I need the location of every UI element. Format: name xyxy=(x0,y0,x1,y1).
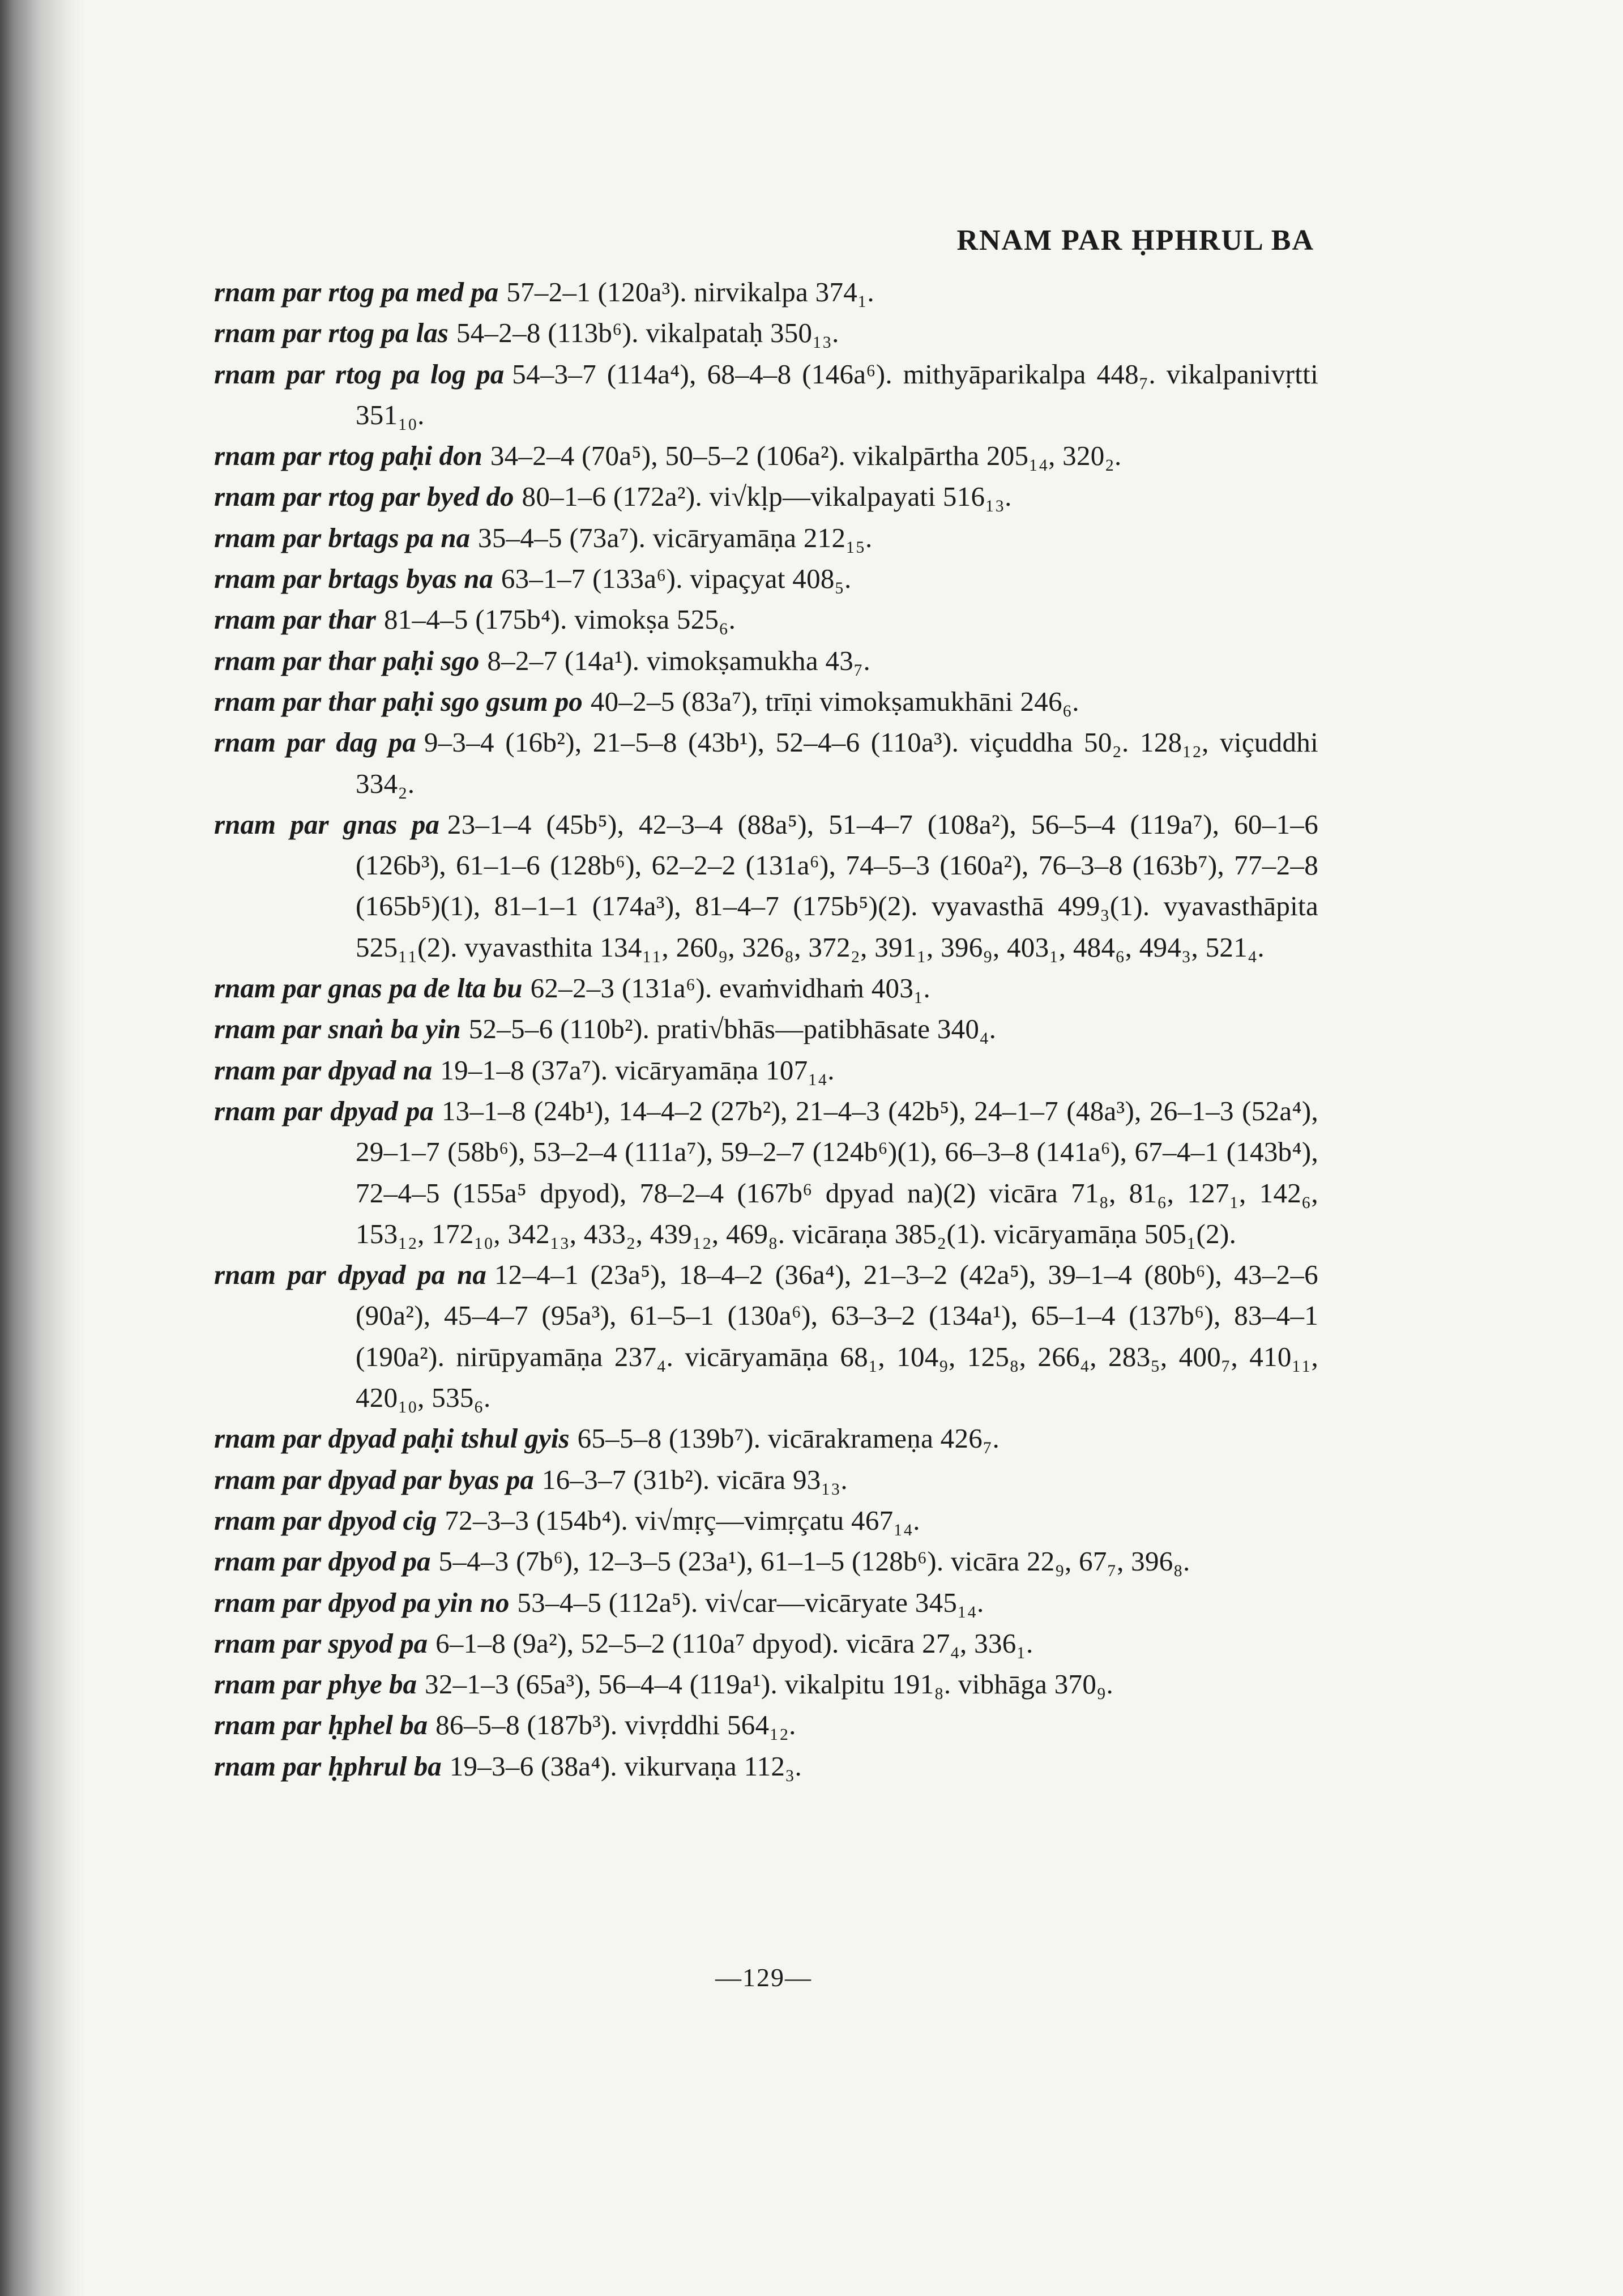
entry xyxy=(214,518,1318,558)
entry-body: 6–1–8 (9a²), 52–5–2 (110a⁷ dpyod). vicāra 27₄, 336₁. xyxy=(435,1627,1033,1659)
dictionary-entries xyxy=(214,272,1318,1787)
entry-body: 54–3–7 (114a⁴), 68–4–8 (146a⁶). mithyāparikalpa 448₇. vikalpanivṛtti 351₁₀. xyxy=(356,358,1318,430)
entry-body: 34–2–4 (70a⁵), 50–5–2 (106a²). vikalpārtha 205₁₄, 320₂. xyxy=(490,440,1122,472)
entry xyxy=(214,1705,1318,1746)
entry xyxy=(214,641,1318,681)
entry-body: 80–1–6 (172a²). vi√kḷp—vikalpayati 516₁₃. xyxy=(522,481,1012,513)
entry-headword: rnam par dpyad pa na xyxy=(214,1259,486,1291)
entry-body: 5–4–3 (7b⁶), 12–3–5 (23a¹), 61–1–5 (128b⁶). vicāra 22₉, 67₇, 396₈. xyxy=(438,1546,1190,1577)
entry-body: 52–5–6 (110b²). prati√bhās—patibhāsate 340₄. xyxy=(468,1013,997,1045)
entry-headword: rnam par gnas pa xyxy=(214,808,439,840)
entry xyxy=(214,1091,1318,1254)
entry-body: 62–2–3 (131a⁶). evaṁvidhaṁ 403₁. xyxy=(530,972,931,1004)
entry-headword: rnam par phye ba xyxy=(214,1668,417,1700)
entry-body: 19–3–6 (38a⁴). vikurvaṇa 112₃. xyxy=(449,1750,802,1782)
running-head: RNAM PAR ḤPHRUL BA xyxy=(956,224,1314,257)
entry xyxy=(214,354,1318,436)
entry-headword: rnam par dpyod pa xyxy=(214,1546,431,1577)
entry-body: 16–3–7 (31b²). vicāra 93₁₃. xyxy=(541,1463,848,1495)
entry xyxy=(214,1500,1318,1541)
entry-body: 13–1–8 (24b¹), 14–4–2 (27b²), 21–4–3 (42b⁵), 24–1–7 (48a³), 26–1–3 (52a⁴), 29–1–7 (58b⁶), 53–2–4 (111a⁷), 59–2–7 (124b⁶)(1), 66–3–8 (141a⁶), 67–4–1 (143b⁴), 72–4–5 (155a⁵ dpyod), 78–2–4 (167b⁶ dpyad na)(2) vicāra 71₈, 81₆, 127₁, 142₆, 153₁₂, 172₁₀, 342₁₃, 433₂, 439₁₂, 469₈. vicāraṇa 385₂(1). vicāryamāṇa 505₁(2). xyxy=(356,1095,1318,1249)
entry-body: 57–2–1 (120a³). nirvikalpa 374₁. xyxy=(506,276,874,308)
entry-body: 81–4–5 (175b⁴). vimokṣa 525₆. xyxy=(383,604,736,635)
entry-headword: rnam par rtog paḥi don xyxy=(214,440,482,472)
entry xyxy=(214,1418,1318,1459)
entry-body: 40–2–5 (83a⁷), trīṇi vimokṣamukhāni 246₆. xyxy=(590,685,1079,717)
entry xyxy=(214,681,1318,722)
entry-body: 63–1–7 (133a⁶). vipaçyat 408₅. xyxy=(501,563,852,595)
entry xyxy=(214,1746,1318,1787)
binding-shadow xyxy=(0,0,85,2296)
entry xyxy=(214,1582,1318,1623)
entry-headword: rnam par gnas pa de lta bu xyxy=(214,972,523,1004)
page-number: —129— xyxy=(715,1963,812,1992)
entry xyxy=(214,722,1318,804)
entry-body: 54–2–8 (113b⁶). vikalpataḥ 350₁₃. xyxy=(456,317,839,349)
entry-headword: rnam par dpyad na xyxy=(214,1054,433,1086)
entry-headword: rnam par rtog pa log pa xyxy=(214,358,505,390)
entry-headword: rnam par rtog par byed do xyxy=(214,481,514,513)
entry-headword: rnam par ḥphel ba xyxy=(214,1709,428,1741)
entry-headword: rnam par thar xyxy=(214,604,376,635)
entry xyxy=(214,313,1318,353)
entry-headword: rnam par snaṅ ba yin xyxy=(214,1013,461,1045)
entry-body: 32–1–3 (65a³), 56–4–4 (119a¹). vikalpitu 191₈. vibhāga 370₉. xyxy=(425,1668,1114,1700)
entry-headword: rnam par dpyad par byas pa xyxy=(214,1463,534,1495)
entry xyxy=(214,1009,1318,1049)
entry-body: 8–2–7 (14a¹). vimokṣamukha 43₇. xyxy=(487,645,870,676)
entry xyxy=(214,968,1318,1009)
entry xyxy=(214,1623,1318,1664)
entry xyxy=(214,804,1318,968)
entry xyxy=(214,476,1318,517)
entry xyxy=(214,1254,1318,1418)
entry-body: 86–5–8 (187b³). vivṛddhi 564₁₂. xyxy=(435,1709,796,1741)
entry-body: 65–5–8 (139b⁷). vicārakrameṇa 426₇. xyxy=(577,1423,1000,1454)
entry-body: 9–3–4 (16b²), 21–5–8 (43b¹), 52–4–6 (110a³). viçuddha 50₂. 128₁₂, viçuddhi 334₂. xyxy=(356,727,1318,799)
entry-headword: rnam par dpyad pa xyxy=(214,1095,434,1126)
entry-body: 72–3–3 (154b⁴). vi√mṛç—vimṛçatu 467₁₄. xyxy=(445,1504,920,1536)
entry-headword: rnam par rtog pa med pa xyxy=(214,276,499,308)
entry xyxy=(214,1541,1318,1582)
entry-headword: rnam par dpyod pa yin no xyxy=(214,1586,510,1618)
entry xyxy=(214,599,1318,640)
entry xyxy=(214,272,1318,313)
entry-headword: rnam par dpyod cig xyxy=(214,1504,437,1536)
entry xyxy=(214,436,1318,476)
entry-headword: rnam par dag pa xyxy=(214,727,416,758)
entry-body: 35–4–5 (73a⁷). vicāryamāṇa 212₁₅. xyxy=(478,522,873,553)
entry-headword: rnam par rtog pa las xyxy=(214,317,449,349)
entry-headword: rnam par brtags byas na xyxy=(214,563,493,595)
entry xyxy=(214,1664,1318,1705)
entry xyxy=(214,558,1318,599)
entry-headword: rnam par brtags pa na xyxy=(214,522,471,553)
entry-headword: rnam par thar paḥi sgo gsum po xyxy=(214,685,583,717)
entry-body: 23–1–4 (45b⁵), 42–3–4 (88a⁵), 51–4–7 (108a²), 56–5–4 (119a⁷), 60–1–6 (126b³), 61–1–6 (128b⁶), 62–2–2 (131a⁶), 74–5–3 (160a²), 76–3–8 (163b⁷), 77–2–8 (165b⁵)(1), 81–1–1 (174a³), 81–4–7 (175b⁵)(2). vyavasthā 499₃(1). vyavasthāpita 525₁₁(2). vyavasthita 134₁₁, 260₉, 326₈, 372₂, 391₁, 396₉, 403₁, 484₆, 494₃, 521₄. xyxy=(356,808,1318,963)
entry-body: 12–4–1 (23a⁵), 18–4–2 (36a⁴), 21–3–2 (42a⁵), 39–1–4 (80b⁶), 43–2–6 (90a²), 45–4–7 (95a³), 61–5–1 (130a⁶), 63–3–2 (134a¹), 65–1–4 (137b⁶), 83–4–1 (190a²). nirūpyamāṇa 237₄. vicāryamāṇa 68₁, 104₉, 125₈, 266₄, 283₅, 400₇, 410₁₁, 420₁₀, 535₆. xyxy=(356,1259,1318,1414)
entry-headword: rnam par thar paḥi sgo xyxy=(214,645,480,676)
entry-body: 19–1–8 (37a⁷). vicāryamāṇa 107₁₄. xyxy=(440,1054,835,1086)
entry xyxy=(214,1459,1318,1500)
entry-headword: rnam par dpyad paḥi tshul gyis xyxy=(214,1423,570,1454)
entry xyxy=(214,1050,1318,1091)
entry-body: 53–4–5 (112a⁵). vi√car—vicāryate 345₁₄. xyxy=(517,1586,984,1618)
entry-headword: rnam par ḥphrul ba xyxy=(214,1750,442,1782)
entry-headword: rnam par spyod pa xyxy=(214,1627,428,1659)
